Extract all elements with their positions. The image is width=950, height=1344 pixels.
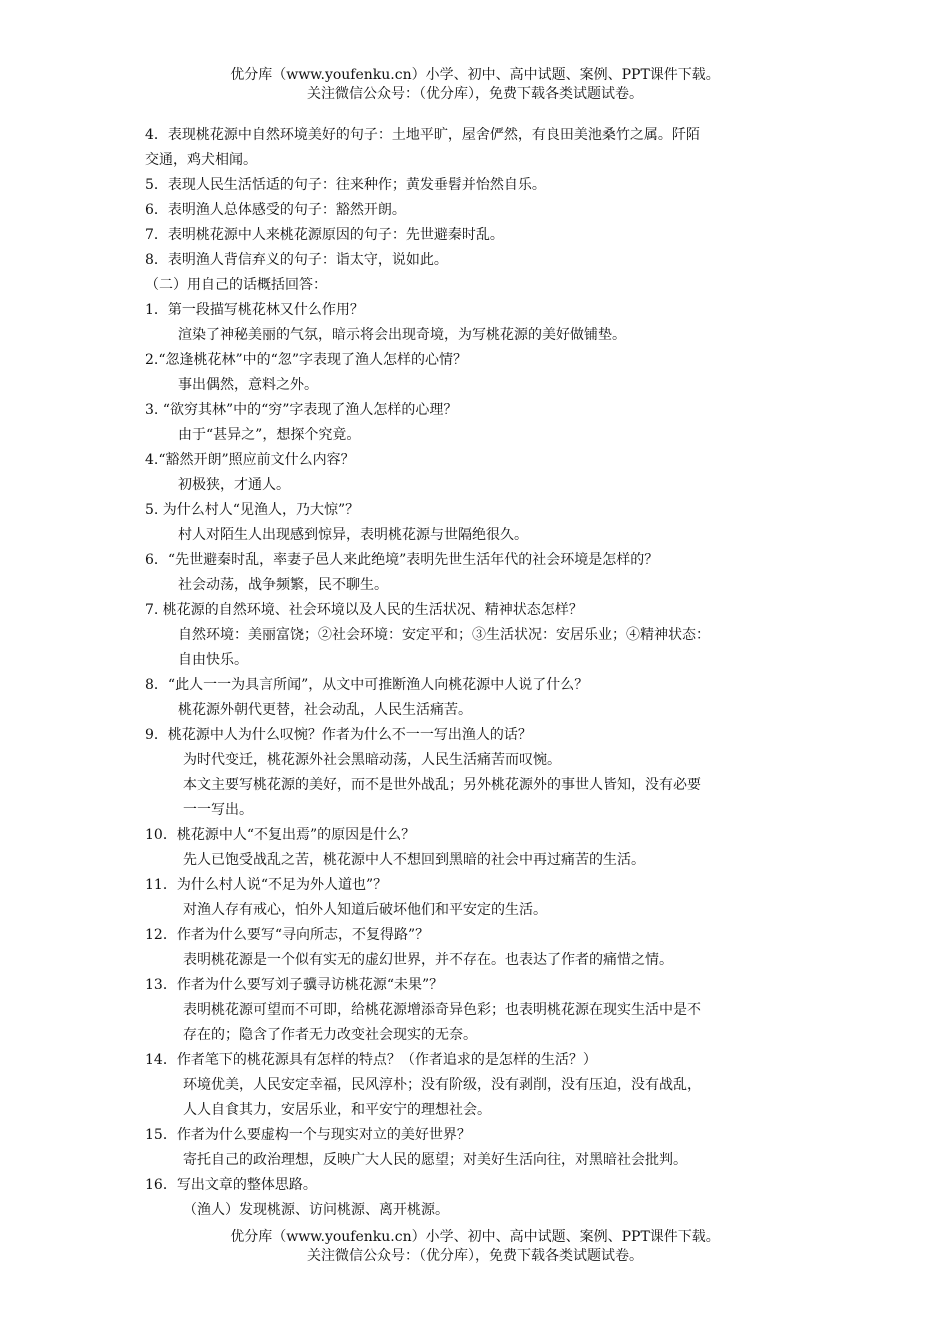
answer: 寄托自己的政治理想，反映广大人民的愿望；对美好生活向往，对黑暗社会批判。 (183, 1152, 687, 1168)
document-body (145, 123, 817, 1223)
page-footer (0, 1228, 950, 1266)
body-line: 8．表明渔人背信弃义的句子：诣太守，说如此。 (145, 252, 448, 268)
body-line: 4．表现桃花源中自然环境美好的句子：土地平旷，屋舍俨然，有良田美池桑竹之属。阡陌 (145, 127, 700, 143)
answer: 渲染了神秘美丽的气氛，暗示将会出现奇境，为写桃花源的美好做铺垫。 (178, 327, 626, 343)
question: 5. 为什么村人“见渔人，乃大惊”？ (145, 502, 360, 518)
question: 9．桃花源中人为什么叹惋？作者为什么不一一写出渔人的话？ (145, 727, 532, 743)
header-line-1: 优分库（www.youfenku.cn）小学、初中、高中试题、案例、PPT课件下载。 (230, 67, 720, 83)
body-line: 交通，鸡犬相闻。 (145, 152, 257, 168)
body-line: 7．表明桃花源中人来桃花源原因的句子：先世避秦时乱。 (145, 227, 504, 243)
footer-line-2: 关注微信公众号：（优分库），免费下载各类试题试卷。 (307, 1248, 643, 1264)
answer: 为时代变迁，桃花源外社会黑暗动荡，人民生活痛苦而叹惋。 (183, 752, 561, 768)
section-heading: （二）用自己的话概括回答： (145, 277, 327, 293)
footer-line-1: 优分库（www.youfenku.cn）小学、初中、高中试题、案例、PPT课件下载。 (230, 1229, 720, 1245)
answer: 事出偶然，意料之外。 (178, 377, 318, 393)
answer: 人人自食其力，安居乐业，和平安宁的理想社会。 (183, 1102, 491, 1118)
answer: 表明桃花源是一个似有实无的虚幻世界，并不存在。也表达了作者的痛惜之情。 (183, 952, 673, 968)
answer: 对渔人存有戒心，怕外人知道后破坏他们和平安定的生活。 (183, 902, 547, 918)
answer: 一一写出。 (183, 802, 253, 818)
question: 4.“豁然开朗”照应前文什么内容？ (145, 452, 355, 468)
answer: 社会动荡，战争频繁，民不聊生。 (178, 577, 388, 593)
question: 1．第一段描写桃花林又什么作用？ (145, 302, 364, 318)
question: 14．作者笔下的桃花源具有怎样的特点？（作者追求的是怎样的生活？） (145, 1052, 597, 1068)
question: 6．“先世避秦时乱，率妻子邑人来此绝境”表明先世生活年代的社会环境是怎样的？ (145, 552, 659, 568)
answer: 表明桃花源可望而不可即，给桃花源增添奇异色彩；也表明桃花源在现实生活中是不 (183, 1002, 701, 1018)
answer: 环境优美，人民安定幸福，民风淳朴；没有阶级，没有剥削，没有压迫，没有战乱， (183, 1077, 701, 1093)
question: 15．作者为什么要虚构一个与现实对立的美好世界？ (145, 1127, 471, 1143)
question: 12．作者为什么要写“寻向所志，不复得路”？ (145, 927, 430, 943)
answer: （渔人）发现桃源、访问桃源、离开桃源。 (183, 1202, 449, 1218)
question: 3. “欲穷其林”中的“穷”字表现了渔人怎样的心理？ (145, 402, 458, 418)
answer: 自由快乐。 (178, 652, 248, 668)
answer: 存在的；隐含了作者无力改变社会现实的无奈。 (183, 1027, 477, 1043)
page-header (0, 66, 950, 104)
answer: 本文主要写桃花源的美好，而不是世外战乱；另外桃花源外的事世人皆知，没有必要 (183, 777, 701, 793)
question: 11．为什么村人说“不足为外人道也”？ (145, 877, 388, 893)
answer: 自然环境：美丽富饶；②社会环境：安定平和；③生活状况：安居乐业；④精神状态： (178, 627, 710, 643)
body-line: 5．表现人民生活恬适的句子：往来种作；黄发垂髫并怡然自乐。 (145, 177, 546, 193)
answer: 村人对陌生人出现感到惊异，表明桃花源与世隔绝很久。 (178, 527, 528, 543)
question: 10．桃花源中人“不复出焉”的原因是什么？ (145, 827, 416, 843)
question: 13．作者为什么要写刘子骥寻访桃花源“未果”？ (145, 977, 444, 993)
body-line: 6．表明渔人总体感受的句子：豁然开朗。 (145, 202, 406, 218)
answer: 桃花源外朝代更替，社会动乱，人民生活痛苦。 (178, 702, 472, 718)
answer: 初极狭，才通人。 (178, 477, 290, 493)
question: 16．写出文章的整体思路。 (145, 1177, 317, 1193)
question: 7. 桃花源的自然环境、社会环境以及人民的生活状况、精神状态怎样？ (145, 602, 583, 618)
question: 2.“忽逢桃花林”中的“忽”字表现了渔人怎样的心情？ (145, 352, 467, 368)
header-line-2: 关注微信公众号：（优分库），免费下载各类试题试卷。 (307, 86, 643, 102)
answer: 由于“甚异之”，想探个究竟。 (178, 427, 361, 443)
question: 8．“此人一一为具言所闻”，从文中可推断渔人向桃花源中人说了什么？ (145, 677, 589, 693)
answer: 先人已饱受战乱之苦，桃花源中人不想回到黑暗的社会中再过痛苦的生活。 (183, 852, 645, 868)
